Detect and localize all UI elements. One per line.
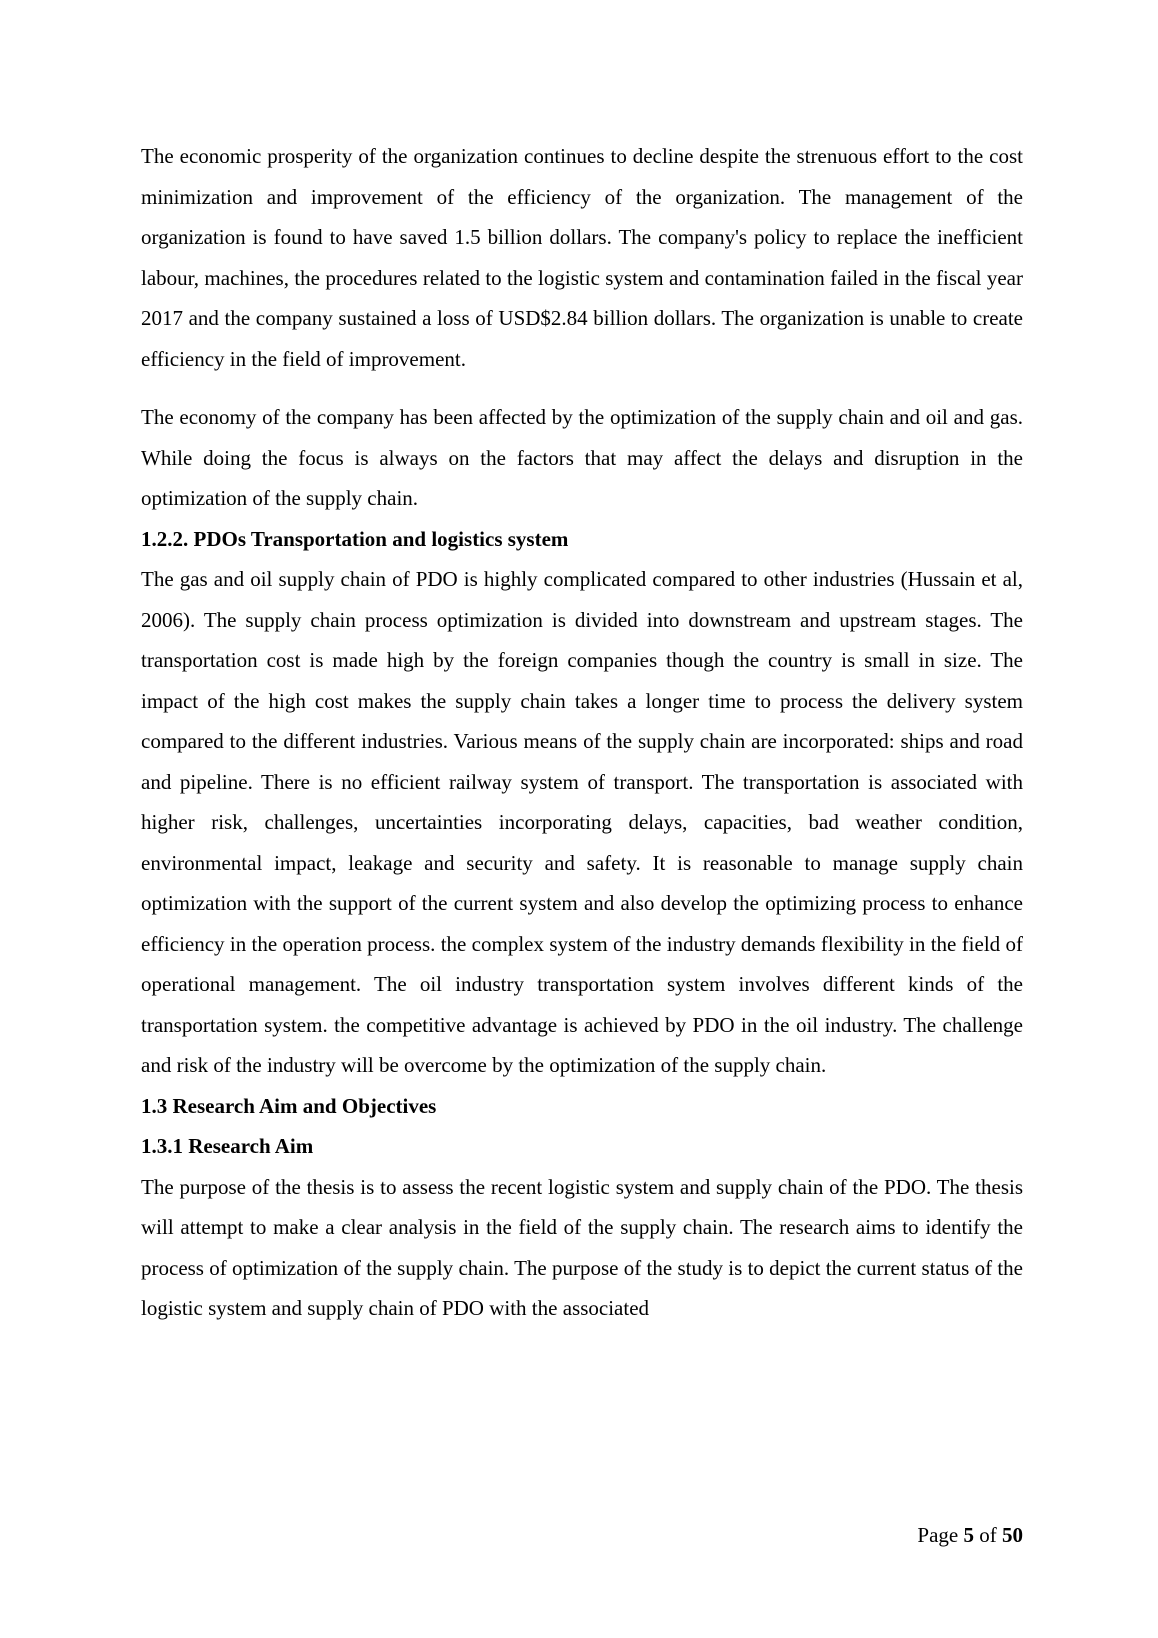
page-word: Page xyxy=(917,1523,959,1547)
heading-research-aim: 1.3.1 Research Aim xyxy=(141,1134,314,1158)
document-page xyxy=(141,136,1023,1329)
paragraph-economic-prosperity: The economic prosperity of the organization continues to decline despite the strenuous effort to the cost minimization and improvement of the efficiency of the organization. The management of the organization is found to have saved 1.5 billion dollars. The company's policy to replace the inefficient labour, machines, the procedures related to the logistic system and contamination failed in the fiscal year 2017 and the company sustained a loss of USD$2.84 billion dollars. The organization is unable to create efficiency in the field of improvement. xyxy=(141,144,1023,371)
heading-research-aim-objectives: 1.3 Research Aim and Objectives xyxy=(141,1093,437,1118)
of-word: of xyxy=(979,1523,997,1547)
total-pages-number: 50 xyxy=(1002,1523,1023,1547)
paragraph-thesis-purpose: The purpose of the thesis is to assess the recent logistic system and supply chain of the PDO. The thesis will attempt to make a clear analysis in the field of the supply chain. The research aims to identify the process of optimization of the supply chain. The purpose of the study is to depict the current status of the logistic system and supply chain of PDO with the associated xyxy=(141,1174,1023,1320)
current-page-number: 5 xyxy=(963,1523,974,1547)
paragraph-economy-of-company: The economy of the company has been affected by the optimization of the supply chain and oil and gas. While doing the focus is always on the factors that may affect the delays and disruption in the optimization of the supply chain. xyxy=(141,405,1023,510)
page-number-footer xyxy=(917,1520,1023,1550)
paragraph-supply-chain-pdo: The gas and oil supply chain of PDO is highly complicated compared to other industries (Hussain et al, 2006). The supply chain process optimization is divided into downstream and upstream stages. The transportation cost is made high by the foreign companies though the country is small in size. The impact of the high cost makes the supply chain takes a longer time to process the delivery system compared to the different industries. Various means of the supply chain are incorporated: ships and road and pipeline. There is no efficient railway system of transport. The transportation is associated with higher risk, challenges, uncertainties incorporating delays, capacities, bad weather condition, environmental impact, leakage and security and safety. It is reasonable to manage supply chain optimization with the support of the current system and also develop the optimizing process to enhance efficiency in the operation process. the complex system of the industry demands flexibility in the field of operational management. The oil industry transportation system involves different kinds of the transportation system. the competitive advantage is achieved by PDO in the oil industry. The challenge and risk of the industry will be overcome by the optimization of the supply chain. xyxy=(141,567,1023,1077)
heading-transportation-logistics: 1.2.2. PDOs Transportation and logistics system xyxy=(141,526,569,551)
